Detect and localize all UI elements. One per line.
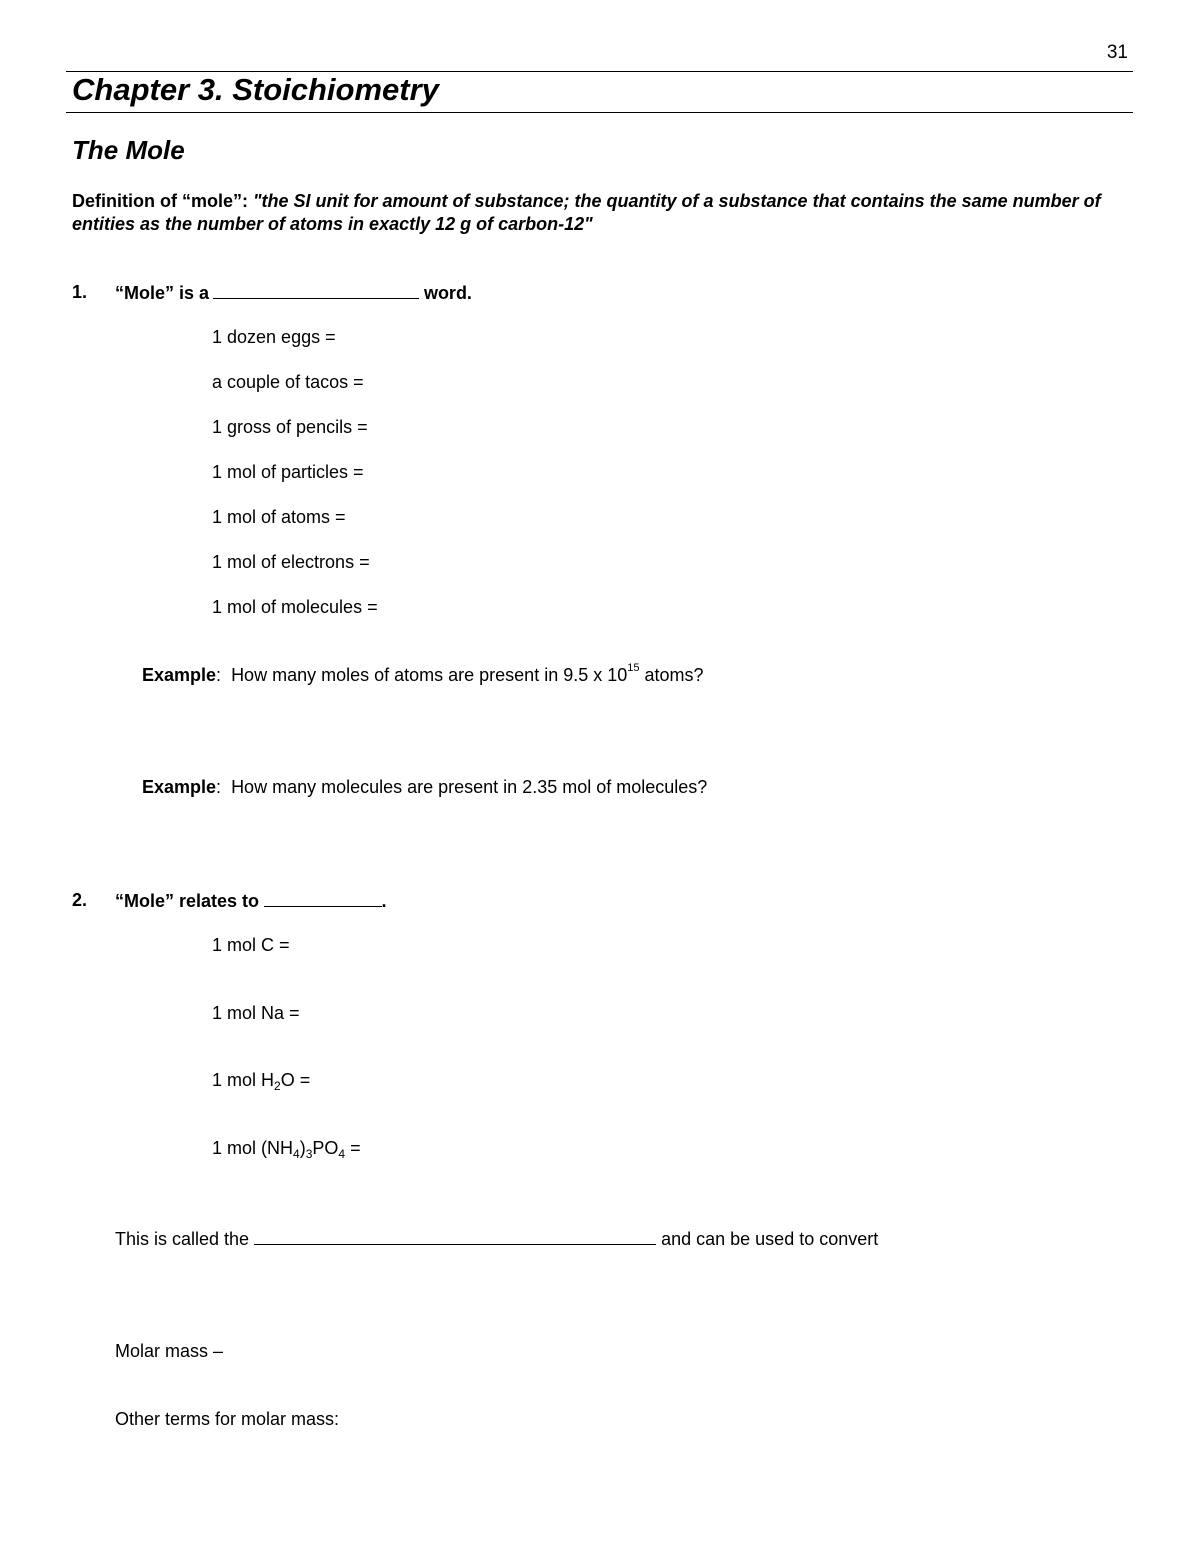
section-title: The Mole [72,135,185,165]
list-item-na: 1 mol Na = [212,1003,300,1023]
subscript: 2 [274,1079,281,1093]
subscript: 3 [305,1147,313,1161]
subscript: 4 [338,1147,346,1161]
question-number: 1. [72,282,88,302]
answer-blank[interactable] [264,890,382,907]
question-text: “Mole” relates to [115,891,260,911]
chapter-title: Chapter 3. Stoichiometry [72,72,439,107]
called-text-end: and can be used to convert [661,1229,879,1249]
list-item: 1 mol of molecules = [212,597,378,617]
called-text: This is called the [115,1229,250,1249]
question-1-text [115,282,472,304]
list-item: a couple of tacos = [212,372,364,392]
definition-label: Definition of “mole”: [72,191,248,211]
formula-part: ) [299,1138,306,1158]
list-item: 1 mol of electrons = [212,552,370,572]
question-number: 2. [72,890,88,910]
mole-definition [72,190,1132,236]
list-item: 1 mol of atoms = [212,507,346,527]
list-item: 1 dozen eggs = [212,327,336,347]
answer-blank[interactable] [254,1228,656,1245]
example-text: How many molecules are present in 2.35 mol of molecules? [231,777,708,797]
formula-part: PO [312,1138,339,1158]
example-text: How many moles of atoms are present in 9.5 x 10 [231,665,628,685]
example-label: Example [142,665,217,685]
formula-part: 1 mol (NH [212,1138,294,1158]
list-item-phosphate [212,1138,361,1159]
question-text-end: . [381,891,387,911]
question-text: “Mole” is a [115,283,210,303]
molar-mass-line: Molar mass – [115,1341,224,1361]
formula-part: = [345,1138,361,1158]
formula-part: 1 mol H [212,1070,275,1090]
question-text-end: word. [423,283,472,303]
example-2: Example: How many molecules are present in 2.35 mol of molecules? [142,777,708,797]
page-number: 31 [1106,42,1128,63]
list-item: 1 gross of pencils = [212,417,368,437]
question-2-text [115,890,387,912]
exponent: 15 [627,662,640,674]
list-item-h2o [212,1070,310,1091]
question-1 [72,282,87,303]
example-text-end: atoms? [639,665,704,685]
list-item-c: 1 mol C = [212,935,290,955]
answer-blank[interactable] [213,282,419,299]
formula-part: O = [280,1070,311,1090]
title-underline [66,112,1133,113]
question-2 [72,890,87,911]
subscript: 4 [293,1147,300,1161]
example-1: Example: How many moles of atoms are present in 9.5 x $10^{15}$ atoms? [142,662,704,685]
example-label: Example [142,777,217,797]
definition-text: "the SI unit for amount of substance; the quantity of a substance that contains the same number of entities as the number of atoms in exactly 12 g of carbon-12" [72,191,1101,234]
other-terms-line: Other terms for molar mass: [115,1409,340,1429]
called-line [115,1228,878,1250]
list-item: 1 mol of particles = [212,462,364,482]
